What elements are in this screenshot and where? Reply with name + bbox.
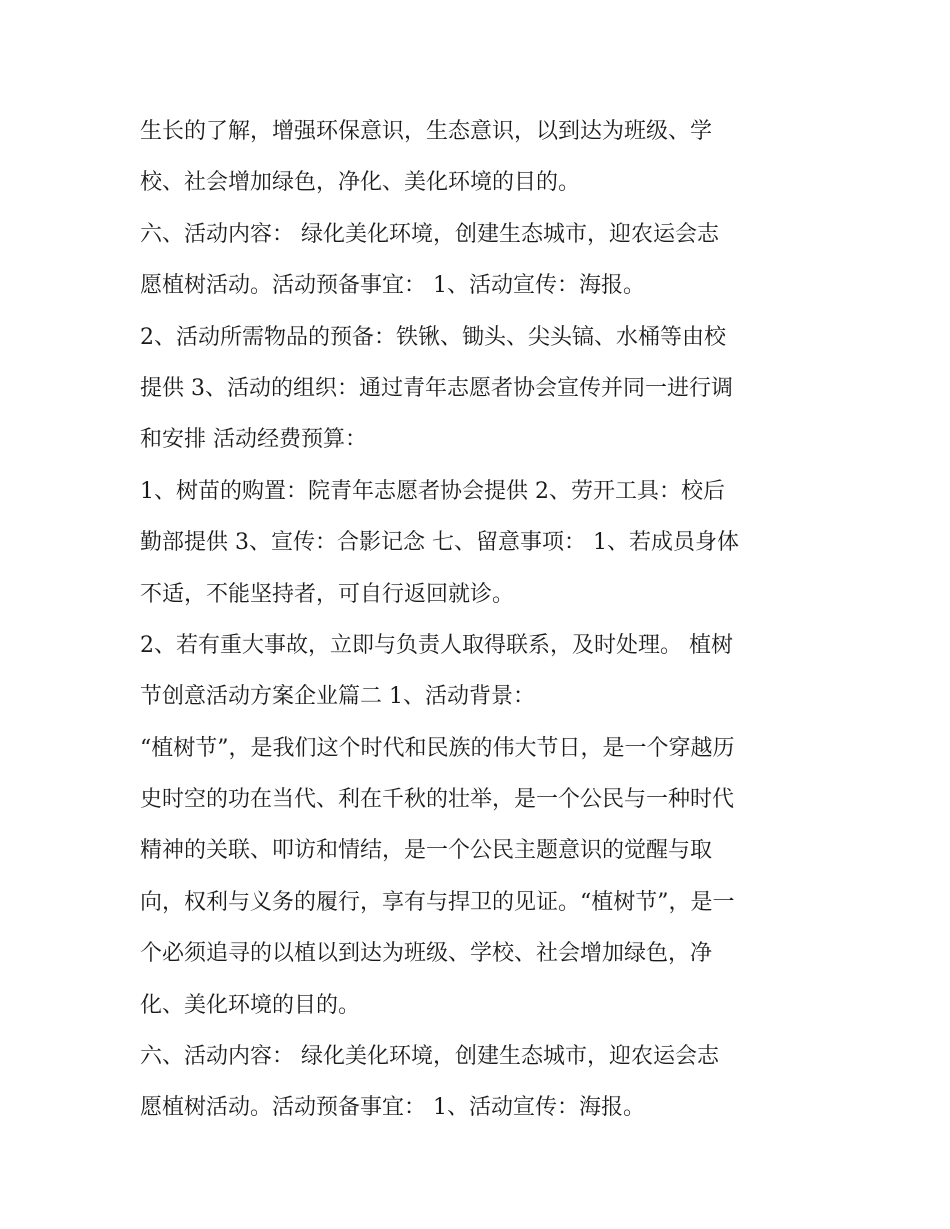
text-line: “植树节”，是我们这个时代和民族的伟大节日，是一个穿越历 <box>140 735 735 761</box>
text-line: 生长的了解，增强环保意识，生态意识，以到达为班级、学 <box>140 119 713 144</box>
text-line: 精神的关联、叩访和情结，是一个公民主题意识的觉醒与取 <box>140 838 713 864</box>
text-line: 和安排 活动经费预算： <box>140 427 367 453</box>
text-line: 愿植树活动。活动预备事宜： 1、活动宣传：海报。 <box>140 273 645 299</box>
text-line: 提供 3、活动的组织：通过青年志愿者协会宣传并同一进行调 <box>140 375 733 401</box>
text-line: 史时空的功在当代、利在千秋的壮举，是一个公民与一种时代 <box>140 787 735 813</box>
text-line: 向，权利与义务的履行，享有与捍卫的见证。“植树节”，是一 <box>140 889 735 915</box>
text-line: 勤部提供 3、宣传：合影记念 七、留意事项： 1、若成员身体 <box>140 530 739 556</box>
text-line: 2、活动所需物品的预备：铁锹、锄头、尖头镐、水桶等由校 <box>140 324 726 350</box>
text-line: 1、树苗的购置：院青年志愿者协会提供 2、劳开工具：校后 <box>140 478 725 504</box>
document-body <box>140 106 820 1134</box>
text-line: 节创意活动方案企业篇二 1、活动背景： <box>140 684 535 710</box>
text-line: 不适，不能坚持者，可自行返回就诊。 <box>140 581 515 607</box>
text-line: 校、社会增加绿色，净化、美化环境的目的。 <box>140 170 581 196</box>
text-line: 六、活动内容： 绿化美化环境，创建生态城市，迎农运会志 <box>140 221 719 247</box>
text-line: 愿植树活动。活动预备事宜： 1、活动宣传：海报。 <box>140 1095 645 1121</box>
text-line: 个必须追寻的以植以到达为班级、学校、社会增加绿色，净 <box>140 941 713 967</box>
text-line: 六、活动内容： 绿化美化环境，创建生态城市，迎农运会志 <box>140 1044 719 1070</box>
text-line: 2、若有重大事故，立即与负责人取得联系，及时处理。 植树 <box>140 632 733 658</box>
text-line: 化、美化环境的目的。 <box>140 992 361 1018</box>
